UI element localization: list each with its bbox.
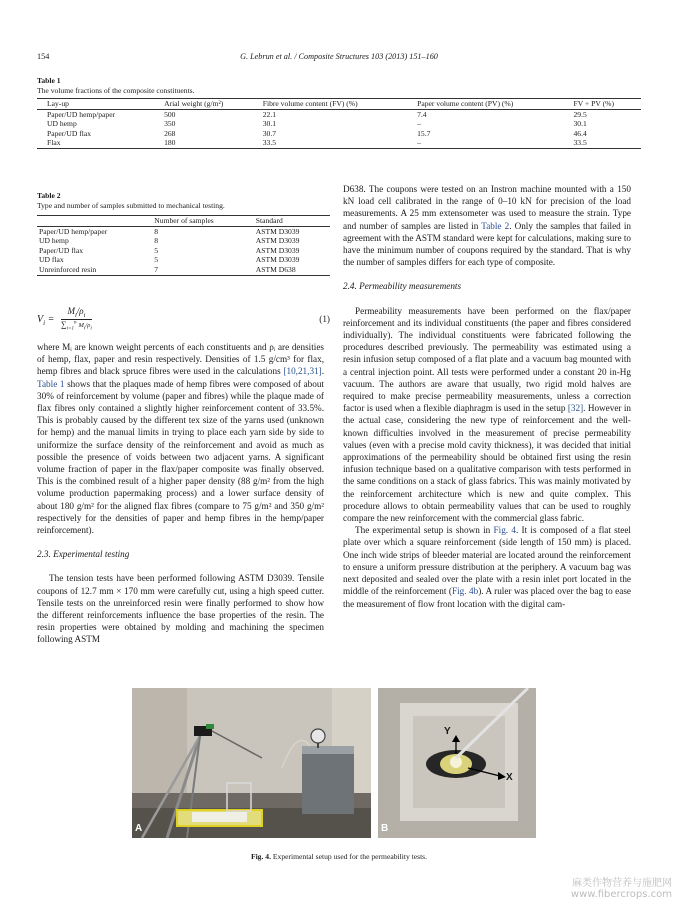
table2-label: Table 2 (37, 191, 61, 200)
table1-cell: 29.5 (573, 109, 587, 119)
table2-cell: Paper/UD hemp/paper (39, 226, 108, 236)
right-column (343, 183, 631, 610)
table1-col-sum: FV + PV (%) (573, 99, 614, 108)
table2-cell: 5 (154, 255, 159, 265)
table2-cell: ASTM D3039 (255, 236, 300, 246)
watermark (571, 874, 672, 900)
table1-row (37, 109, 641, 119)
eq-num-sub: i (74, 311, 77, 319)
table1-cell: – (417, 119, 421, 129)
table1-row (37, 138, 641, 148)
table2-cell: UD flax (39, 255, 64, 265)
figure-4-caption (37, 852, 641, 861)
axis-x-label: X (506, 772, 513, 783)
table1-cell: Flax (47, 138, 61, 148)
table1-header-row (37, 99, 641, 110)
table2-link[interactable]: Table 2 (481, 220, 510, 231)
page-number: 154 (37, 52, 50, 61)
table2 (37, 215, 330, 276)
section-2-3-heading: 2.3. Experimental testing (37, 549, 130, 560)
eq-num: M (67, 306, 75, 316)
watermark-line-2: www.fibercrops.com (570, 889, 672, 900)
table1-link[interactable]: Table 1 (37, 378, 65, 389)
table1-cell: 500 (164, 109, 176, 119)
table1-label: Table 1 (37, 76, 61, 85)
table1-cell: 46.4 (573, 128, 587, 138)
table1-row (37, 119, 641, 129)
table1-col-weight: Arial weight (g/m²) (164, 99, 224, 108)
eq-rho: ρ (79, 306, 84, 316)
table2-row (37, 255, 330, 265)
table2-cell: Paper/UD flax (39, 245, 84, 255)
table2-row (37, 246, 330, 256)
table2-title: Type and number of samples submitted to mechanical testing. (37, 201, 225, 210)
fig4-link[interactable]: Fig. 4 (493, 525, 516, 536)
journal-citation: G. Lebrun et al. / Composite Structures 103 (2013) 151–160 (240, 52, 438, 61)
table1-cell: 33.5 (573, 138, 587, 148)
left-para-1: where Mᵢ are known weight percents of each constituents and ρᵢ are densities of hemp, flax, paper and resin respectively. Densities of 1.5 g/cm³ for flax, hemp fibres and black spruce fibres were used in the calculations [10,21,31]. Table 1 shows that the plaques made of hemp fibres were composed of about 30% of reinforcement by volume (paper and fibres) while the plaque made of flax fibres only contained a slightly higher reinforcement content of 33.5%. This is probably caused by the different tex size of the yarns used (unknown for hemp) and the manual limits in trying to place each yarn side by side to uniformize the surface density of the reinforcement and avoid as much as possible the presence of voids between two adjacent yarns. A significant volume fraction of paper in the flax/paper composite was finally observed. This is the combined result of a higher paper density (88 g/m² from the high volume production papermaking process) and a lower surface density of about 180 g/m² for the aligned flax fibres (compare to 75 g/m² and 350 g/m² respectively for the densities of paper and hemp fibres in the hemp/paper reinforcement). (37, 342, 324, 536)
fig4b-link[interactable]: Fig. 4b (451, 586, 479, 597)
table2-cell: ASTM D3039 (255, 255, 300, 265)
table2-col-type (37, 216, 152, 227)
table1-cell: 33.5 (262, 138, 277, 148)
ref-10-21-31[interactable]: [10,21,31] (283, 366, 322, 377)
ref-32[interactable]: [32] (567, 403, 584, 414)
table1-cell: 268 (164, 128, 176, 138)
table2-cell: ASTM D638 (255, 264, 296, 274)
section-2-4-heading: 2.4. Permeability measurements (343, 281, 462, 292)
table1-cell: UD hemp (47, 119, 77, 129)
left-para-2: The tension tests have been performed following ASTM D3039. Tensile coupons of 12.7 mm × 170 mm were carefully cut, using a high speed cutter. Tensile tests on the unreinforced resin were finally performed to show how the different reinforcements influence the base properties of the resin. The resin properties were obtained by molding and machining the specimen following ASTM (37, 573, 324, 645)
figure-4-text: Experimental setup used for the permeability tests. (270, 852, 428, 861)
table1-cell: 350 (164, 119, 176, 129)
table1 (37, 98, 641, 149)
panel-a-label: A (135, 823, 143, 834)
table2-caption (37, 191, 225, 211)
eq-lhs-sub: i (43, 319, 46, 327)
axis-y-label: Y (444, 726, 451, 737)
table1-cell: 180 (164, 138, 176, 148)
table2-cell: UD hemp (39, 236, 69, 246)
table2-cell: Unreinforced resin (39, 264, 97, 274)
table1-row (37, 129, 641, 139)
right-para-1: D638. The coupons were tested on an Instron machine mounted with a 150 kN load cell calibrated in the range of 0–10 kN for precision of the load measurements. A 25 mm extensometer was used to measure the strain. Type and number of samples are listed in Table 2. Only the samples that failed in agreement with the ASTM standard were kept for calculations, making sure to have the minimum number of coupons required by the standard. That is why the number of samples differs for each type of composite. (343, 184, 631, 268)
table1-col-pv: Paper volume content (PV) (%) (417, 99, 514, 108)
left-column (37, 341, 324, 646)
table2-col-standard: Standard (255, 216, 283, 225)
table1-cell: 30.1 (262, 119, 277, 129)
eq-sum: ∑ (61, 319, 67, 329)
eq-number: (1) (319, 314, 330, 324)
panel-b-label: B (381, 823, 389, 834)
table2-row (37, 226, 330, 236)
table2-row (37, 236, 330, 246)
table1-cell: 30.1 (573, 119, 587, 129)
table2-cell: ASTM D3039 (255, 226, 300, 236)
table2-col-count: Number of samples (154, 216, 214, 225)
table1-caption (37, 76, 195, 96)
table2-cell: 5 (154, 245, 159, 255)
table1-cell: 15.7 (417, 128, 431, 138)
right-para-2: Permeability measurements have been performed on the flax/paper reinforcement and its individual constituents (the paper and fibres considered individually). The individual constituents were fabricated following the procedures described previously. The permeability was estimated using a resin infusion setup composed of a flat plate and a vacuum bag mounted with a central injection point. All tests were performed under a constant 20 in-Hg vacuum. The authors are aware that usually, two rigid mold halves are required to make precise permeability measurements, unless a correction factor is used when a flexible diaphragm is used in the setup [32]. However in the actual case, considering the new type of reinforcement and the well-known difficulties involved in the measurement of precise permeability values (even with a precise mold cavity thickness), it was decided that initial approximations of the permeability should be obtained first using the resin infusion technique based on a qualitative comparison with tests performed in the same conditions on a stack of glass fabrics. This was mainly motivated by the reinforcement architecture which is new and quite complex. This procedure allows to obtain permeability values that can be used to roughly compare the new reinforcement with the commercial glass fabric. (343, 305, 632, 524)
table2-cell: 8 (154, 226, 159, 236)
table1-col-fv: Fibre volume content (FV) (%) (262, 99, 358, 108)
table1-title: The volume fractions of the composite constituents. (37, 86, 195, 95)
equation-1: $V_i$ = $M_i/\rho_i$ $\sum_{i=1}^n$ $M_i/\rho_i$ (1) (37, 306, 330, 332)
table1-cell: Paper/UD hemp/paper (47, 109, 116, 119)
table2-row (37, 265, 330, 275)
table1-cell: – (417, 138, 421, 148)
table2-header-row (37, 216, 330, 227)
table1-cell: Paper/UD flax (47, 128, 92, 138)
eq-lhs: V (37, 314, 44, 325)
table2-cell: 7 (154, 264, 159, 274)
table1-cell: 7.4 (417, 109, 427, 119)
watermark-line-1: 麻类作物营养与施肥网 (572, 878, 672, 889)
lab-setup-photo (132, 688, 371, 838)
eq-fraction: $M_i/\rho_i$ $\sum_{i=1}^n$ $M_i/\rho_i$ (61, 306, 92, 332)
figure-panel-b (378, 688, 536, 838)
right-para-3: The experimental setup is shown in Fig. 4. It is composed of a flat steel plate over which a square reinforcement (side length of 150 mm) is placed. One inch wide strips of bleeder material are located around the reinforcement to ensure a uniform pressure distribution at the periphery. A vacuum bag was next deposited and sealed over the plate with a resin inlet port located in the middle of the reinforcement (Fig. 4b). A ruler was placed over the bag to ease the measurement of flow front location with the digital cam- (343, 525, 631, 609)
figure-4-label: Fig. 4. (250, 852, 271, 861)
reinforcement-closeup-photo (378, 688, 536, 838)
figure-panel-a (132, 688, 371, 838)
table1-cell: 22.1 (262, 109, 277, 119)
table1-col-layup: Lay-up (47, 99, 69, 108)
table2-cell: 8 (154, 236, 159, 246)
table2-cell: ASTM D3039 (255, 245, 300, 255)
table1-cell: 30.7 (262, 128, 277, 138)
